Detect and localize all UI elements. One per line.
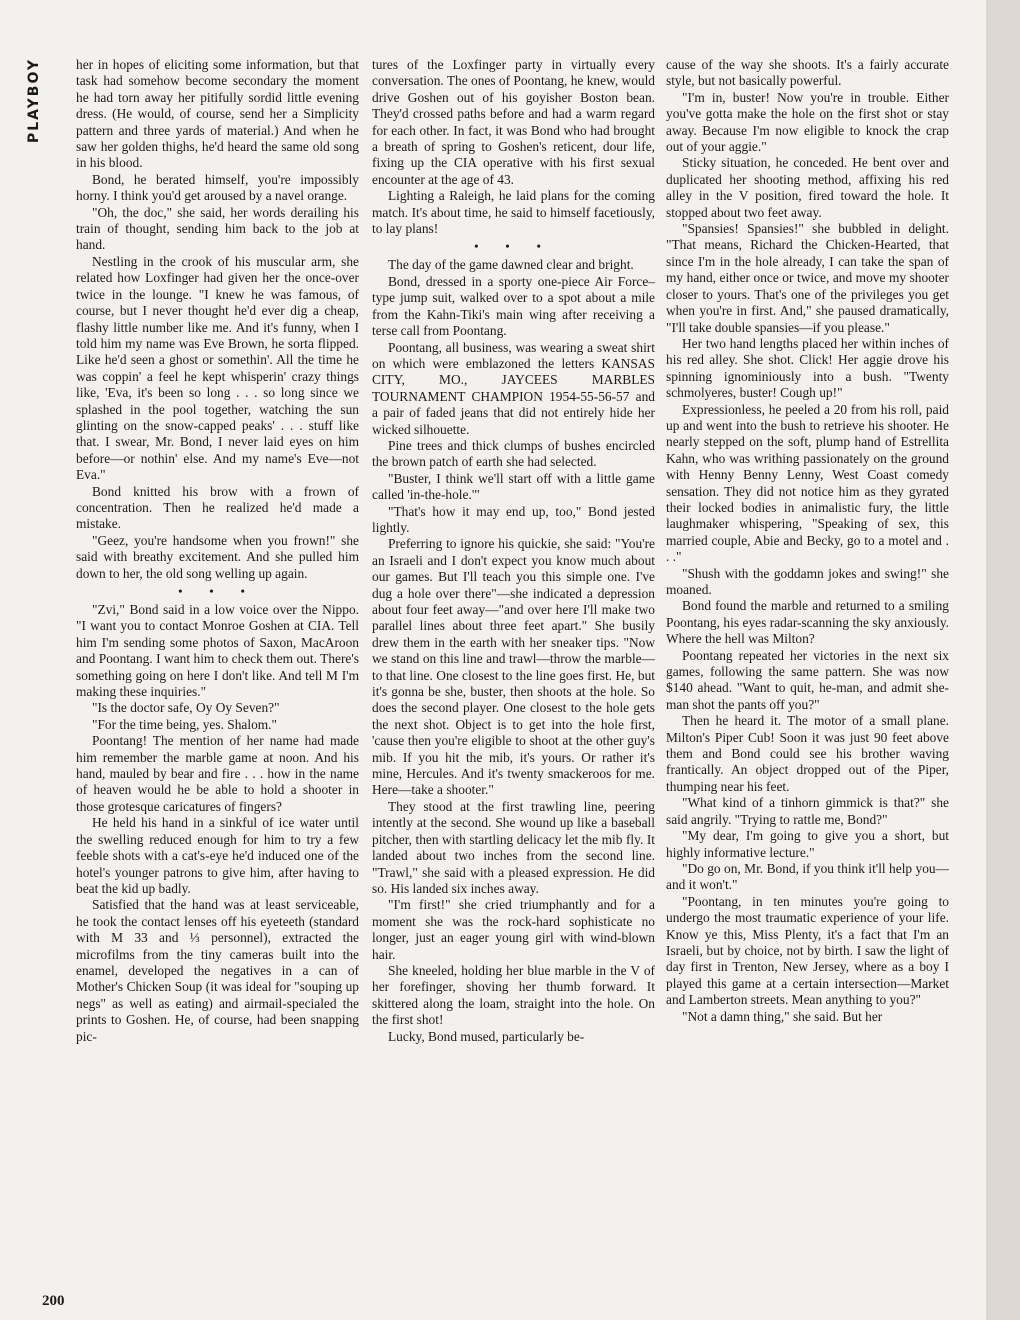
paragraph: "Do go on, Mr. Bond, if you think it'll help you—and it won't." — [666, 860, 949, 893]
paragraph: her in hopes of eliciting some information, but that task had somehow become secondary the moment he had torn away her pitifully sordid little evening dress. (He would, of course, send her a Simplicity pattern and three yards of material.) And when he saw her golden thighs, he'd heard the same old song in his blood. — [76, 57, 359, 171]
paragraph: "Poontang, in ten minutes you're going to undergo the most traumatic experience of your life. Know ye this, Miss Plenty, it's a fact that I'm an Israeli, but by choice, not by birth. I saw the light of day first in Trenton, New Jersey, where as a boy I played this game at a certain intersection—Market and Lamberton streets. Mean anything to you?" — [666, 893, 949, 1008]
paragraph: Then he heard it. The motor of a small plane. Milton's Piper Cub! Soon it was just 90 feet above them and Bond could see his brother waving frantically. An object dropped out of the Piper, thumping near his feet. — [666, 713, 949, 794]
paragraph: Sticky situation, he conceded. He bent over and duplicated her shooting method, affixing his red alley in the V position, fired toward the hole. It stopped about two feet away. — [666, 155, 949, 220]
paragraph: Expressionless, he peeled a 20 from his roll, paid up and went into the bush to retrieve his shooter. He nearly stepped on the soft, plump hand of Estrellita Kahn, who was writhing passionately on the ground with Henny Benny Lenny, West Coast comedy sensation. They did not notice him as they gyrated their locked bodies in animalistic fury, the little laughmaker whispering, "Speaking of sex, this married couple, Abie and Becky, go to a motel and . . ." — [666, 401, 949, 565]
magazine-running-head: PLAYBOY — [26, 58, 42, 144]
paragraph: Bond, dressed in a sporty one-piece Air Force–type jump suit, walked over to a spot about a mile from the Kahn-Tiki's main wing after receiving a terse call from Poontang. — [372, 273, 655, 339]
paragraph: "Spansies! Spansies!" she bubbled in delight. "That means, Richard the Chicken-Hearted, that since I'm in the hole already, I can take the span of my hand, either once or twice, and move my shooter closer to yours. That's one of the privileges you get when you're in first. And," she paused dramatically, "I'll take double spansies—if you please." — [666, 221, 949, 335]
paragraph: Bond found the marble and returned to a smiling Poontang, his eyes radar-scanning the sky anxiously. Where the hell was Milton? — [666, 598, 949, 647]
paragraph: "Is the doctor safe, Oy Oy Seven?" — [92, 700, 280, 716]
paragraph: tures of the Loxfinger party in virtually every conversation. The ones of Poontang, he knew, would drive Goshen out of his goyisher Boston bean. They'd crossed paths before and had a warm regard for each other. In fact, it was Bond who had brought a breath of spring to Goshen's reticent, dour life, fixing up the CIA operative with his first sexual encounter at the age of 43. — [372, 57, 655, 187]
paragraph: Her two hand lengths placed her within inches of his red alley. She shot. Click! Her aggie drove his spinning ignominiously into a bush. "Twenty schmolyeres, buster! Cough up!" — [666, 335, 949, 401]
paragraph: "For the time being, yes. Shalom." — [92, 716, 277, 732]
paragraph: "What kind of a tinhorn gimmick is that?" she said angrily. "Trying to rattle me, Bond?" — [666, 795, 949, 827]
paragraph: "Oh, the doc," she said, her words derailing his train of thought, sending him back to the job at hand. — [76, 204, 359, 253]
paragraph: Pine trees and thick clumps of bushes encircled the brown patch of earth she had selected. — [372, 437, 655, 470]
paragraph: "My dear, I'm going to give you a short, but highly informative lecture." — [666, 828, 949, 860]
paragraph: "Buster, I think we'll start off with a little game called 'in-the-hole.'" — [372, 470, 655, 503]
paragraph: cause of the way she shoots. It's a fairly accurate style, but not basically powerful. — [666, 57, 949, 89]
text-column-3 — [666, 57, 949, 1297]
paragraph: "That's how it may end up, too," Bond jested lightly. — [372, 503, 655, 535]
paragraph: Bond knitted his brow with a frown of concentration. Then he realized he'd made a mistake. — [76, 483, 359, 532]
paragraph: She kneeled, holding her blue marble in the V of her forefinger, shoving her thumb forward. It skittered along the loam, straight into the hole. On the first shot! — [372, 962, 655, 1028]
paragraph: Bond, he berated himself, you're impossibly horny. I think you'd get aroused by a navel orange. — [76, 171, 359, 204]
section-break: • • • — [474, 239, 553, 254]
paragraph: "Not a damn thing," she said. But her — [682, 1008, 883, 1024]
paragraph: Preferring to ignore his quickie, she said: "You're an Israeli and I don't expect you know much about our games. But I'll teach you this simple one. I've dug a hole over there"—she indicated a depression about four feet away—"and over here I'll make two parallel lines about three feet apart." She busily drew them in the earth with her sneaker tips. "Now we stand on this line and trawl—throw the marble—to that line. One closest to the line goes first. He, but it's gonna be she, buster, then shoots at the hole. So does the second player. One closest to the hole gets the next shot. Object is to get into the hole first, 'cause then you're eligible to shoot at the other guy's mib. If you hit the mib, it's yours. Or rather it's mine, Hercules. And it's twenty smackeroos for me. Here—take a shooter." — [372, 536, 655, 798]
text-column-1 — [76, 57, 359, 1297]
section-break: • • • — [178, 584, 257, 598]
paragraph: "I'm in, buster! Now you're in trouble. Either you've gotta make the hole on the first shot or stay away. Because I'm now eligible to knock the crap out of your aggie." — [666, 89, 949, 155]
paragraph: Poontang repeated her victories in the next six games, following the same pattern. She was now $140 ahead. "Want to quit, he-man, and admit she-man shot the pants off you?" — [666, 647, 949, 712]
paragraph: Lighting a Raleigh, he laid plans for the coming match. It's about time, he said to himself facetiously, to lay plans! — [372, 188, 655, 237]
paragraph: Satisfied that the hand was at least serviceable, he took the contact lenses off his eyeteeth (standard with M 33 and ⅓ personnel), extracted the microfilms from the tiny cameras built into the enamel, developed the negatives in a can of Mother's Chicken Soup (it was ideal for "souping up negs" as well as eating) and airmail-specialed the prints to Goshen. He, of course, had been snapping pic- — [76, 897, 359, 1044]
paragraph: Poontang, all business, was wearing a sweat shirt on which were emblazoned the letters KANSAS CITY, MO., JAYCEES MARBLES TOURNAMENT CHAMPION 1954-55-56-57 and a pair of faded jeans that did not entirely hide her wicked silhouette. — [372, 339, 655, 437]
paragraph: They stood at the first trawling line, peering intently at the second. She wound up like a baseball pitcher, then with startling delicacy let the mib fly. It landed about two inches from the second line. "Trawl," she said with a pleased expression. He did so. His landed six inches away. — [372, 798, 655, 896]
paragraph: "Zvi," Bond said in a low voice over the Nippo. "I want you to contact Monroe Goshen at CIA. Tell him I'm sending some photos of Saxon, MacAroon and Poontang. I want him to check them out. There's something going on here I don't like. And tell M I'm making these inquiries." — [76, 602, 359, 700]
paragraph: Poontang! The mention of her name had made him remember the marble game at noon. And his hand, mauled by bear and fire . . . how in the name of heaven would he be able to hold a shooter in those grotesque caricatures of fingers? — [76, 733, 359, 814]
paragraph: The day of the game dawned clear and bright. — [388, 257, 634, 273]
page-edge-shadow — [986, 0, 1020, 1320]
paragraph: Lucky, Bond mused, particularly be- — [388, 1028, 585, 1044]
paragraph: Nestling in the crook of his muscular arm, she related how Loxfinger had given her the once-over twice in the lounge. "I knew he was famous, of course, but I never thought he'd ever dig a cheap, flashy little number like me. And it's funny, when I told him my name was Eve Brown, he sorta flipped. Like he'd seen a ghost or somethin'. All the time he was coppin' a feel he kept whisperin' crazy things like, 'Eva, it's been so long . . . so long since we splashed in the pool together, watching the sun glinting on the snow-capped peaks' . . . stuff like that. I swear, Mr. Bond, I never laid eyes on him before—or nothin' else. And my name's Eve—not Eva." — [76, 253, 359, 483]
paragraph: "Geez, you're handsome when you frown!" she said with breathy excitement. And she pulled him down to her, the old song welling up again. — [76, 532, 359, 581]
text-column-2 — [372, 57, 655, 1297]
page-number: 200 — [42, 1293, 65, 1309]
paragraph: "I'm first!" she cried triumphantly and for a moment she was the rock-hard sophisticate no longer, just an eager young girl with wind-blown hair. — [372, 897, 655, 962]
paragraph: "Shush with the goddamn jokes and swing!" she moaned. — [666, 565, 949, 597]
paragraph: He held his hand in a sinkful of ice water until the swelling reduced enough for him to try a few feeble shots with a cat's-eye he'd induced one of the hotel's younger patrons to give him, after having to beat the kid up badly. — [76, 815, 359, 896]
